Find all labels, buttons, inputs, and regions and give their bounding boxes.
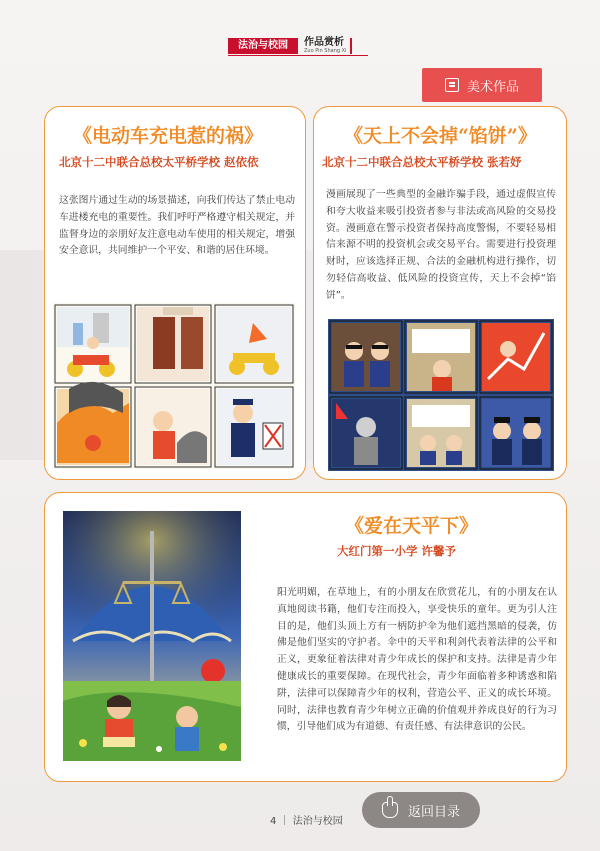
column-title: 作品赏析: [304, 37, 344, 48]
artwork-image-umbrella-scales: [63, 511, 241, 761]
card-title: 《天上不会掉“馅饼”》: [344, 125, 537, 147]
hand-pointer-icon: [382, 802, 398, 818]
artwork-image-comic-fraud: [328, 319, 554, 471]
back-button-label: 返回目录: [407, 804, 460, 820]
artwork-image-comic-ebike: [53, 303, 295, 469]
card-description: 漫画展现了一些典型的金融诈骗手段，通过虚假宣传和夸大收益来吸引投资者参与非法或高风险的交易投资。漫画意在警示投资者保持高度警惕，不要轻易相信来源不明的投资机会或交易平台。需要进行投资理财时，应该选择正规、合法的金融机构进行操作，切勿轻信高收益、低风险的投资宣传，天上不会掉“馅饼”。: [326, 189, 556, 301]
card-description: 阳光明媚，在草地上，有的小朋友在欣赏花儿，有的小朋友在认真地阅读书籍，他们专注而投入，享受快乐的童年。更为引人注目的是，他们头顶上方有一柄防护伞为他们遮挡黑暗的侵袭，仿佛是他们坚实的守护者。伞中的天平和利剑代表着法律的公平和正义，更象征着法律对青少年成长的保护和支持。法律是青少年健康成长的重要保障。在现代社会，青少年面临着多种诱惑和陷阱，法律可以保障青少年的权利，营造公平、正义的成长环境。同时，法律也教育青少年树立正确的价值观并养成良好的行为习惯，引导他们成为有道德、有责任感、有法律意识的公民。: [277, 587, 557, 733]
artwork-card-3: [44, 492, 567, 782]
card-title: 《电动车充电惹的祸》: [73, 125, 264, 147]
column-pinyin: Zuo Pin Shang Xi: [304, 48, 347, 54]
card-author: 北京十二中联合总校太平桥学校 赵依依: [59, 155, 259, 169]
artwork-card-1: [44, 106, 306, 480]
card-description: 这张图片通过生动的场景描述，向我们传达了禁止电动车进楼充电的重要性。我们呼吁严格遵守相关规定，并监督身边的亲朋好友注意电动车使用的相关规定，增强安全意识，共同维护一个平安、和谐的居住环境。: [59, 195, 295, 257]
card-title: 《爱在天平下》: [345, 515, 479, 537]
card-author: 北京十二中联合总校太平桥学校 张若妤: [322, 155, 522, 169]
category-button[interactable]: [422, 68, 542, 102]
document-icon: [445, 78, 459, 92]
artwork-card-2: [313, 106, 567, 480]
section-label: 法治与校园: [228, 38, 298, 54]
back-to-contents-button[interactable]: [362, 792, 480, 828]
header-underline: [228, 55, 368, 56]
card-author: 大红门第一小学 许馨予: [337, 544, 457, 558]
header-divider: [350, 38, 352, 54]
page-header: [228, 38, 352, 54]
column-heading: [304, 38, 346, 54]
page-footer: 4 ｜ 法治与校园: [270, 816, 343, 827]
category-label: 美术作品: [466, 79, 519, 95]
